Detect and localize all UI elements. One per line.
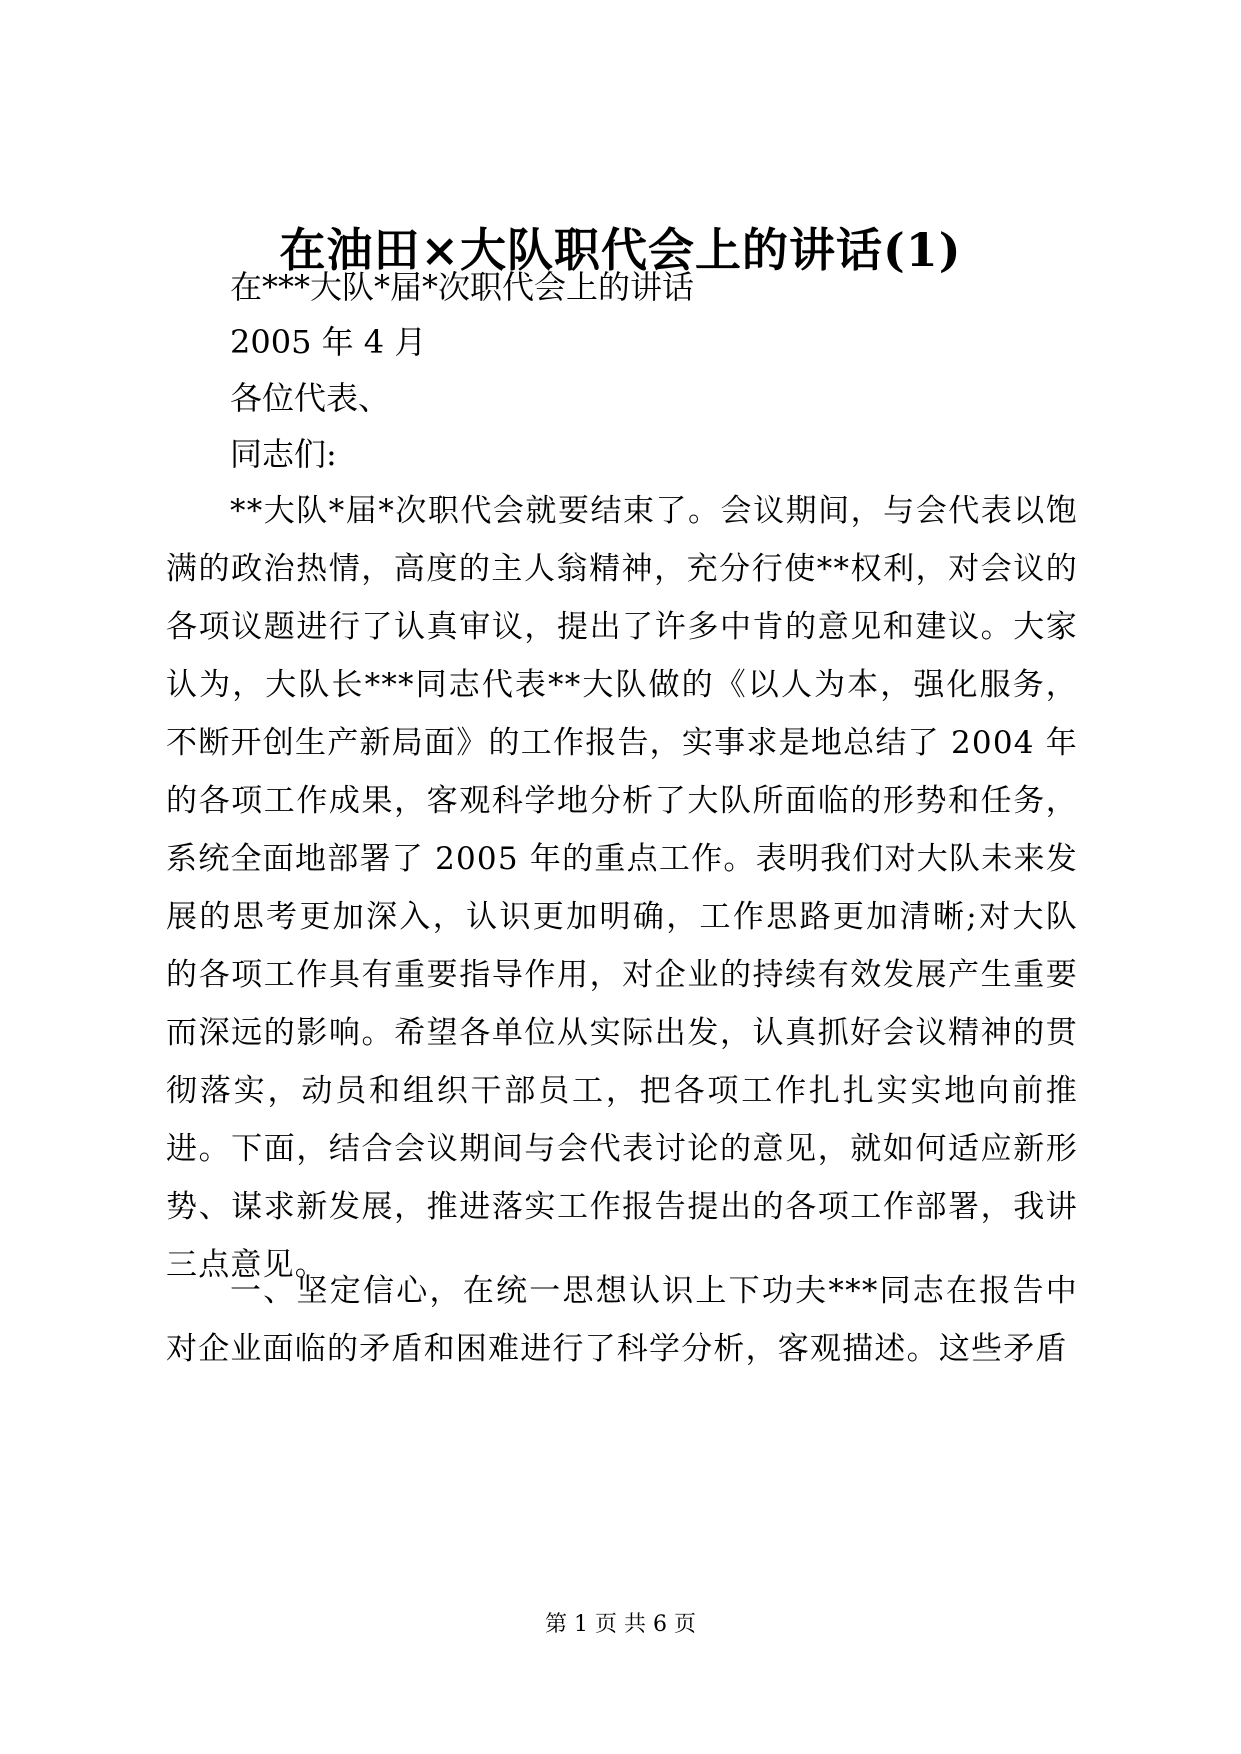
salutation-line-2: 同志们: bbox=[230, 435, 337, 473]
body-paragraph-1: **大队*届*次职代会就要结束了。会议期间，与会代表以饱满的政治热情，高度的主人翁精神，充分行使**权利，对会议的各项议题进行了认真审议，提出了许多中肯的意见和建议。大家认为，大队长***同志代表**大队做的《以人为本，强化服务，不断开创生产新局面》的工作报告，实事求是地总结了 2004 年的各项工作成果，客观科学地分析了大队所面临的形势和任务，系统全面地部署了 2005 年的重点工作。表明我们对大队未来发展的思考更加深入，认识更加明确，工作思路更加清晰;对大队的各项工作具有重要指导作用，对企业的持续有效发展产生重要而深远的影响。希望各单位从实际出发，认真抓好会议精神的贯彻落实，动员和组织干部员工，把各项工作扎扎实实地向前推进。下面，结合会议期间与会代表讨论的意见，就如何适应新形势、谋求新发展，推进落实工作报告提出的各项工作部署，我讲三点意见。 bbox=[166, 493, 1078, 1283]
page-number-footer: 第 1 页 共 6 页 bbox=[545, 1612, 696, 1637]
document-date: 2005 年 4 月 bbox=[230, 323, 427, 361]
salutation-line-1: 各位代表、 bbox=[230, 379, 391, 417]
body-paragraph-2: 一、坚定信心，在统一思想认识上下功夫***同志在报告中对企业面临的矛盾和困难进行了科学分析，客观描述。这些矛盾 bbox=[166, 1273, 1078, 1367]
document-title: 在油田×大队职代会上的讲话(1) bbox=[279, 223, 962, 277]
document-subtitle: 在***大队*届*次职代会上的讲话 bbox=[230, 268, 695, 306]
